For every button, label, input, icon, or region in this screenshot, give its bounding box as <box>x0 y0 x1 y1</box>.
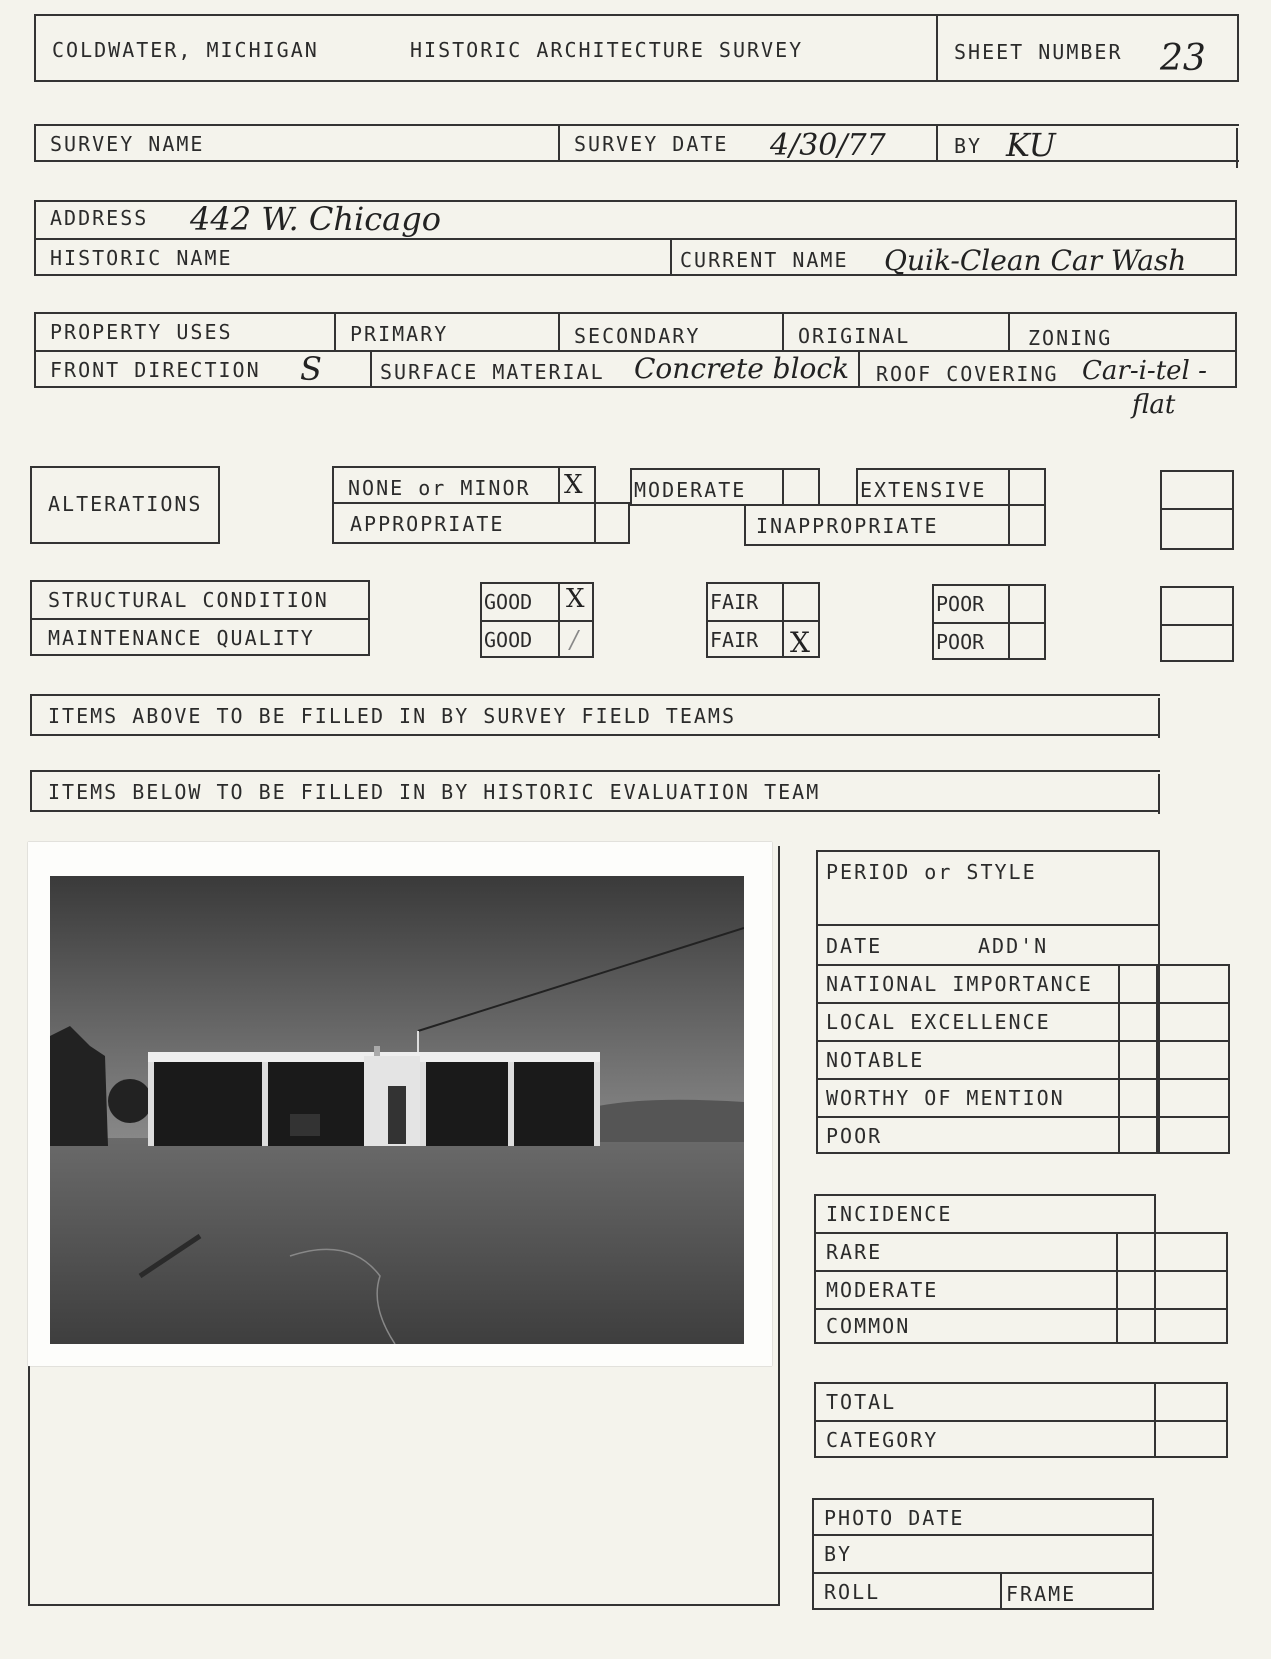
photo-info-line-0 <box>812 1534 1154 1536</box>
incidence-rare: RARE <box>826 1240 883 1264</box>
incidence-common: COMMON <box>826 1314 911 1338</box>
photo-info-line-1 <box>812 1572 1154 1574</box>
historic-name-label: HISTORIC NAME <box>50 246 233 270</box>
photo-area-right <box>778 846 780 1606</box>
survey-by-value[interactable]: KU <box>1006 126 1056 164</box>
address-value[interactable]: 442 W. Chicago <box>190 200 441 238</box>
property-div-4 <box>1008 312 1010 350</box>
photo-area-bottom <box>28 1604 780 1606</box>
sheet-number-value[interactable]: 23 <box>1160 38 1206 79</box>
survey-divider-1 <box>558 124 560 162</box>
survey-name-label: SURVEY NAME <box>50 132 205 156</box>
address-mid-line <box>34 238 1237 240</box>
secondary-label: SECONDARY <box>574 324 701 348</box>
property-div-1 <box>334 312 336 350</box>
building-photo <box>50 876 744 1344</box>
eval-row-line-2 <box>816 1040 1230 1042</box>
evaluation-score-box <box>1118 964 1230 1154</box>
incidence-score-box <box>1116 1232 1228 1344</box>
eval-worthy-of-mention: WORTHY OF MENTION <box>826 1086 1065 1110</box>
address-divider <box>670 238 672 276</box>
maintenance-poor-label: POOR <box>936 630 985 654</box>
inappropriate-div <box>1008 504 1010 546</box>
fair-mid <box>706 620 820 622</box>
roof-covering-label: ROOF COVERING <box>876 362 1059 386</box>
photo-roll-label: ROLL <box>824 1580 881 1604</box>
eval-row-line-4 <box>816 1116 1230 1118</box>
alterations-label: ALTERATIONS <box>48 492 203 516</box>
roof-covering-value[interactable]: Car-i-tel - <box>1082 356 1207 386</box>
category-label: CATEGORY <box>826 1428 939 1452</box>
total-label: TOTAL <box>826 1390 897 1414</box>
photo-info-div <box>1000 1572 1002 1610</box>
eval-notable: NOTABLE <box>826 1048 925 1072</box>
front-direction-label: FRONT DIRECTION <box>50 358 261 382</box>
eval-row-line-0 <box>816 964 1230 966</box>
inappropriate-label: INAPPROPRIATE <box>756 514 939 538</box>
front-direction-value[interactable]: S <box>300 350 322 388</box>
zoning-label: ZONING <box>1028 326 1113 350</box>
none-minor-mark[interactable]: X <box>564 470 583 500</box>
incidence-label: INCIDENCE <box>826 1202 953 1226</box>
structural-condition-label: STRUCTURAL CONDITION <box>48 588 329 612</box>
evaluation-box <box>816 924 1160 1154</box>
form-title: HISTORIC ARCHITECTURE SURVEY <box>410 38 804 62</box>
sheet-number-label: SHEET NUMBER <box>954 40 1123 64</box>
structural-good-mark[interactable]: X <box>566 584 585 614</box>
eval-row-line-1 <box>816 1002 1230 1004</box>
extensive-div <box>1008 468 1010 506</box>
total-div <box>1154 1382 1156 1458</box>
property-div-3 <box>782 312 784 350</box>
current-name-label: CURRENT NAME <box>680 248 849 272</box>
maintenance-good-mark[interactable]: / <box>570 626 579 654</box>
incidence-moderate: MODERATE <box>826 1278 939 1302</box>
notes-below-right <box>1158 774 1160 814</box>
eval-row-line-3 <box>816 1078 1230 1080</box>
incidence-score-div <box>1154 1232 1156 1344</box>
header-divider <box>936 14 938 82</box>
poor-mid <box>932 622 1046 624</box>
maintenance-quality-label: MAINTENANCE QUALITY <box>48 626 315 650</box>
alterations-extra-mid <box>1160 508 1234 510</box>
survey-date-label: SURVEY DATE <box>574 132 729 156</box>
primary-label: PRIMARY <box>350 322 449 346</box>
eval-national-importance: NATIONAL IMPORTANCE <box>826 972 1093 996</box>
notes-above-text: ITEMS ABOVE TO BE FILLED IN BY SURVEY FIELD TEAMS <box>48 704 737 728</box>
property-uses-label: PROPERTY USES <box>50 320 233 344</box>
good-div <box>558 582 560 658</box>
structural-good-label: GOOD <box>484 590 533 614</box>
notes-above-right <box>1158 698 1160 738</box>
photo-date-label: PHOTO DATE <box>824 1506 965 1530</box>
poor-div <box>1008 584 1010 660</box>
none-minor-label: NONE or MINOR <box>348 476 531 500</box>
maintenance-fair-mark[interactable]: X <box>790 626 810 659</box>
eval-addn-label: ADD'N <box>978 934 1049 958</box>
treeline-right <box>598 1100 744 1142</box>
photo-frame-label: FRAME <box>1006 1582 1077 1606</box>
surface-material-label: SURFACE MATERIAL <box>380 360 605 384</box>
condition-extra-mid <box>1160 624 1234 626</box>
appropriate-label: APPROPRIATE <box>350 512 505 536</box>
incidence-line-1 <box>814 1270 1228 1272</box>
extensive-label: EXTENSIVE <box>860 478 987 502</box>
structural-poor-label: POOR <box>936 592 985 616</box>
roof-covering-value-2[interactable]: flat <box>1132 390 1176 420</box>
eval-local-excellence: LOCAL EXCELLENCE <box>826 1010 1051 1034</box>
maintenance-fair-label: FAIR <box>710 628 759 652</box>
survey-by-label: BY <box>954 134 983 158</box>
survey-divider-2 <box>936 124 938 162</box>
property-div-5 <box>370 350 372 388</box>
original-label: ORIGINAL <box>798 324 911 348</box>
fair-div <box>782 582 784 658</box>
moderate-div <box>782 468 784 506</box>
surface-material-value[interactable]: Concrete block <box>634 352 850 385</box>
period-style-label: PERIOD or STYLE <box>826 860 1037 884</box>
condition-label-mid <box>30 618 370 620</box>
current-name-value[interactable]: Quik-Clean Car Wash <box>884 244 1187 277</box>
moderate-label: MODERATE <box>634 478 747 502</box>
photo-by-label: BY <box>824 1542 853 1566</box>
maintenance-good-label: GOOD <box>484 628 533 652</box>
property-div-2 <box>558 312 560 350</box>
address-label: ADDRESS <box>50 206 149 230</box>
incidence-line-0 <box>814 1232 1228 1234</box>
eval-date-label: DATE <box>826 934 883 958</box>
city-label: COLDWATER, MICHIGAN <box>52 38 319 62</box>
notes-below-text: ITEMS BELOW TO BE FILLED IN BY HISTORIC EVALUATION TEAM <box>48 780 821 804</box>
survey-date-value[interactable]: 4/30/77 <box>770 128 886 163</box>
property-div-6 <box>858 350 860 388</box>
evaluation-score-div <box>1156 964 1158 1154</box>
eval-poor: POOR <box>826 1124 883 1148</box>
structural-fair-label: FAIR <box>710 590 759 614</box>
incidence-line-2 <box>814 1308 1228 1310</box>
none-minor-div <box>558 466 560 504</box>
total-mid <box>814 1420 1228 1422</box>
appropriate-div <box>594 502 596 544</box>
car-wash-building <box>148 1046 600 1146</box>
survey-right-edge <box>1236 128 1238 168</box>
good-mid <box>480 620 594 622</box>
alterations-extra-box <box>1160 470 1234 550</box>
